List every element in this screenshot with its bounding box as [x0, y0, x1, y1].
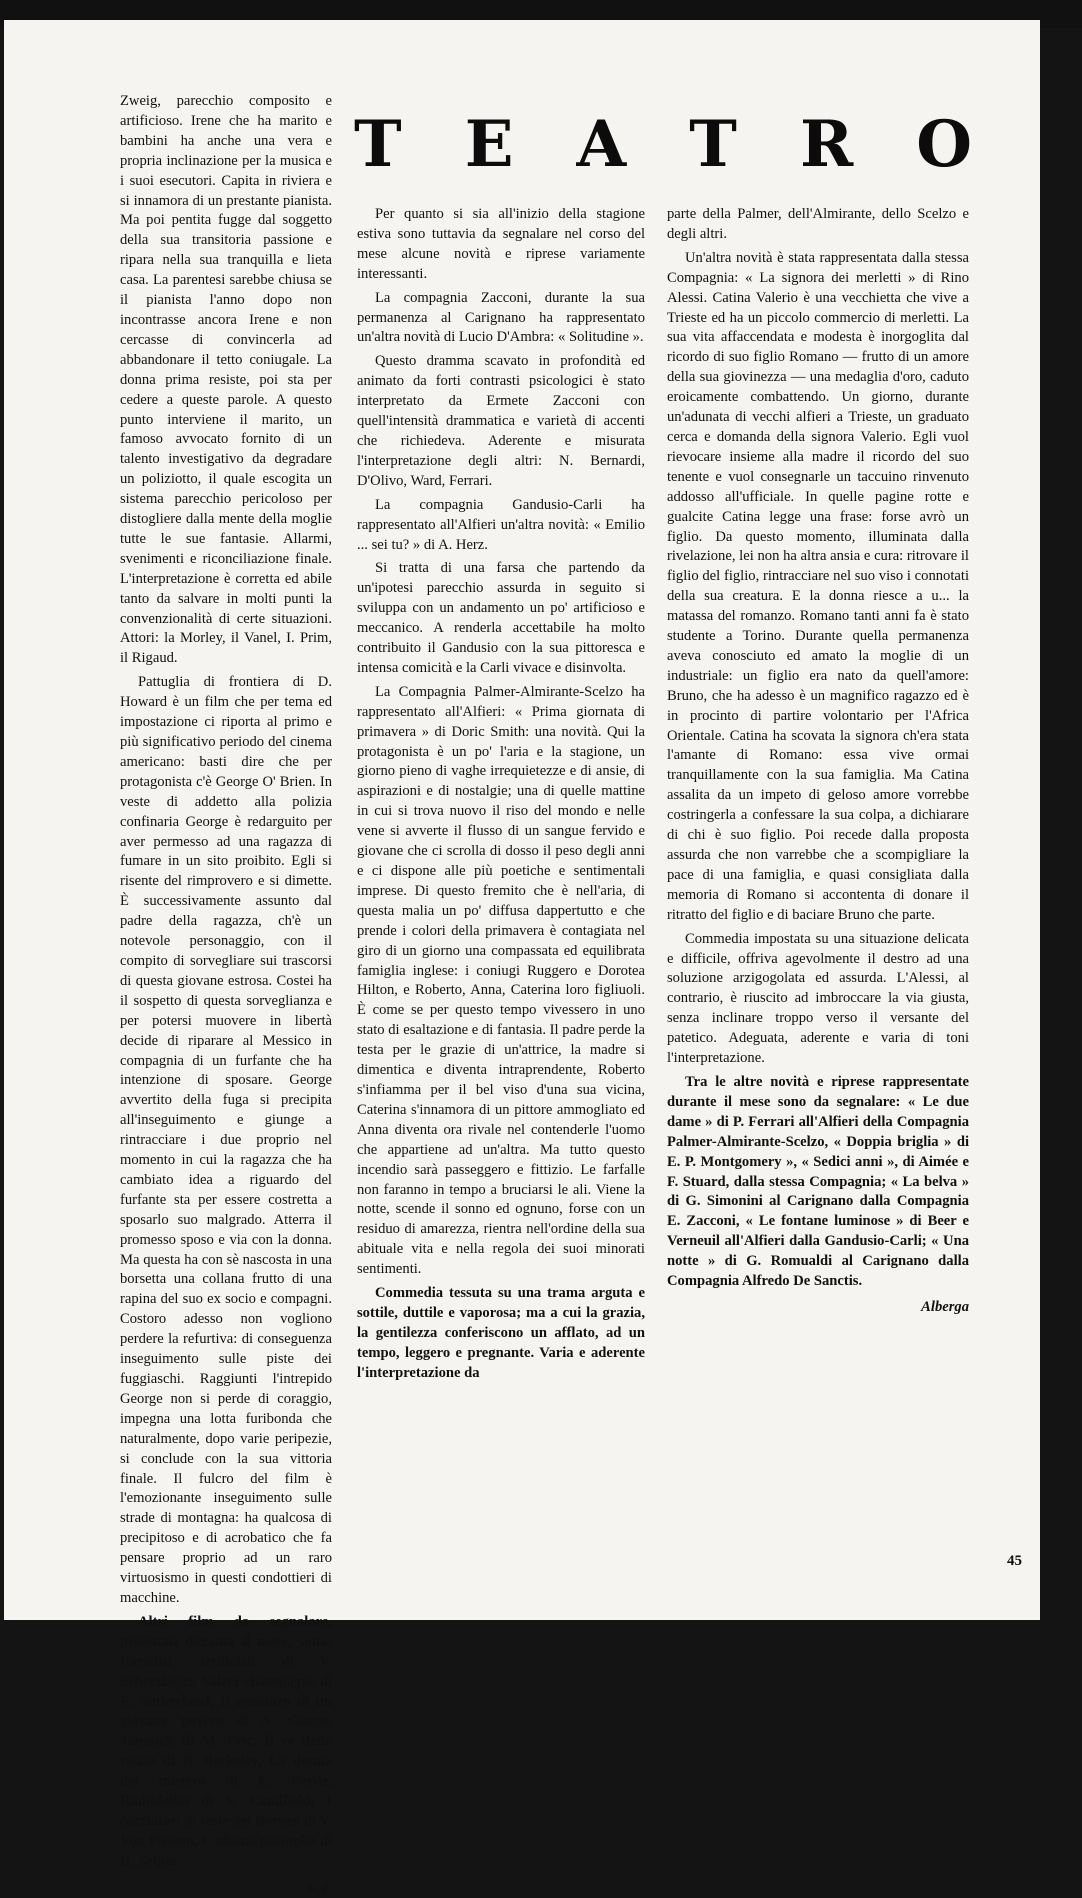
paragraph: Altri film da segnalare, proiettati durante il mese, sono: Paradisi artificiali di V. Scberzinger, Valzer champagne di E. Sutherland, Il romanzo di un giovane povero di A. Gange, Janosick di M. Fric, Il re della risata di B. Berkeley, La donna del mistero di E. Forde, Radiofollia di S. Landfield, I cacciatori di teste del Borneo di V. Von Plessen, L'ultima pattuglia di H. Selpin. — [120, 1613, 332, 1869]
paragraph: parte della Palmer, dell'Almirante, dello Scelzo e degli altri. — [667, 206, 969, 242]
title-letter: T — [354, 107, 402, 182]
magazine-page — [4, 20, 1040, 1895]
page-number: 45 — [1007, 1553, 1022, 1569]
title-letter: A — [576, 107, 627, 182]
paragraph: Commedia tessuta su una trama arguta e sottile, duttile e vaporosa; ma a cui la grazia, la gentilezza conferiscono un afflato, ad un tempo, leggero e pregnante. Varia e aderente l'interpretazione da — [357, 1285, 645, 1381]
paragraph: Zweig, parecchio composito e artificioso. Irene che ha marito e bambini ha anche una vera e propria inclinazione per la musica e i suoi esecutori. Capita in riviera e si innamora di un prestante pianista. Ma poi pentita fugge dal soggetto della sua transitoria passione e ripara nella sua tranquilla e lieta casa. La parentesi sarebbe chiusa se il pianista l'anno dopo non incontrasse ancora Irene e non cercasse di convincerla ad abbandonare il tetto coniugale. La donna prima resiste, poi sta per cedere a queste parole. A questo punto interviene il marito, un famoso avvocato fornito di un talento investigativo da degradare un poliziotto, il quale escogita un sistema parecchio pericoloso per distogliere dalla mente della moglie tutte le sue fantasie. Allarmi, svenimenti e riconciliazione finale. L'interpretazione è corretta ed abile tanto da salvare in molti punti la convenzionalità di certe situazioni. Attori: la Morley, il Vanel, I. Prim, il Rigaud. — [120, 93, 332, 667]
paragraph: Tra le altre novità e riprese rappresentate durante il mese sono da segnalare: « Le due dame » di P. Ferrari all'Alfieri della Compagnia Palmer-Almirante-Scelzo, « Doppia briglia » di E. P. Montgomery », « Sedici anni », di Aimée e F. Stuard, dalla stessa Compagnia; « La belva » di G. Simonini al Carignano dalla Compagnia E. Zacconi, « Le fontane luminose » di Beer e Verneuil all'Alfieri dalla Gandusio-Carli; « Una notte » di G. Romualdi al Carignano dalla Compagnia Alfredo De Sanctis. — [667, 1073, 969, 1290]
paragraph: Per quanto si sia all'inizio della stagione estiva sono tuttavia da segnalare nel corso del mese alcune novità e riprese variamente interessanti. — [357, 206, 645, 282]
paragraph: La Compagnia Palmer-Almirante-Scelzo ha rappresentato all'Alfieri: « Prima giornata di primavera » di Doric Smith: una novità. Qui la protagonista è un po' l'aria e la stagione, un giorno pieno di vaghe irrequietezze e di ansie, di aspirazioni e di nostalgie; una di quelle mattine in cui si trova nuovo il riso del mondo e nelle vene si avverte il flusso di un sangue fervido e giovane che ci scrolla di dosso il peso degli anni e ci dispone alle più poetiche e sentimentali imprese. Di questo fremito che è nell'aria, di questa malia un po' diffusa dappertutto e che prende i colori della primavera è contagiata nel giro di un giorno una compassata ed equilibrata famiglia inglese: i coniugi Ruggero e Dorotea Hilton, e Roberto, Anna, Caterina loro figliuoli. È come se per questo tempo vivessero in uno stato di esaltazione e di fantasia. Il padre perde la testa per le grazie di un'attrice, la madre si dimentica e diventa intraprendente, Roberto s'infiamma per il bel viso d'una sua vicina, Caterina s'innamora di un pittore ammogliato ed Anna diventa ora rivale nel contenderle l'uomo che appartiene ad un'altra. Ma tutto questo incendio sarà passeggero e fittizio. Le farfalle non faranno in tempo a bruciarsi le ali. Viene la notte, scende il sonno ed ognuno, forse con un residuo di amarezza, rientra nell'ordine della sua abituale vita e nella regola dei suoi minorati sentimenti. — [357, 683, 645, 1278]
paragraph: Questo dramma scavato in profondità ed animato da forti contrasti psicologici è stato interpretato da Ermete Zacconi con quell'intensità drammatica e varietà di accenti che richiedeva. Aderente e misurata l'interpretazione degli altri: N. Bernardi, D'Olivo, Ward, Ferrari. — [357, 353, 645, 489]
column-right-teatro — [667, 205, 969, 1318]
paragraph: Commedia impostata su una situazione delicata e difficile, offriva agevolmente il destro ad una soluzione arzigogolata ed assurda. L'Alessi, al contrario, è riuscito ad imbroccare la via giusta, senza inclinare troppo verso il versante del patetico. Adeguata, aderente e varia di toni l'interpretazione. — [667, 930, 969, 1067]
title-letter: R — [799, 107, 854, 182]
paragraph: La compagnia Gandusio-Carli ha rappresentato all'Alfieri un'altra novità: « Emilio ... sei tu? » di A. Herz. — [357, 496, 645, 553]
paragraph: Pattuglia di frontiera di D. Howard è un film che per tema ed impostazione ci riporta al primo e più significativo periodo del cinema americano: basti dire che per protagonista c'è George O' Brien. In veste di addetto alla polizia confinaria George è redarguito per aver permesso ad una ragazza di fumare in un sito proibito. Egli si risente del rimprovero e si dimette. È successivamente assunto dal padre della ragazza, ch'è un notevole personaggio, con il compito di sorvegliare sui trascorsi di questa giovane estrosa. Costei ha il sospetto di questa sorveglianza e per potersi muovere in libertà decide di riparare al Messico in compagnia di un furfante che ha intenzione di sposare. George avvertito della fuga si precipita all'inseguimento e giunge a rintracciare i due proprio nel momento in cui la ragazza che ha cambiato idea a riguardo del furfante sta per essere costretta a sposarlo suo malgrado. Atterra il promesso sposo e via con la donna. Ma questa ha con sè nascosta in una borsetta una collana frutto di una rapina del suo ex socio e compagni. Costoro adesso non vogliono perdere la refurtiva: di conseguenza inseguimento sulle piste dei fuggiaschi. Raggiunti l'intrepido George non si perde di coraggio, impegna una lotta furibonda che naturalmente, dopo varie peripezie, si conclude con la sua vittoria finale. Il fulcro del film è l'emozionante inseguimento sulle strade di montagna: ha qualcosa di precipitoso e di acrobatico che fa pensare proprio ad un raro virtuosismo in questi condottieri di macchine. — [120, 674, 332, 1606]
title-letter: E — [464, 107, 514, 182]
paragraph: Un'altra novità è stata rappresentata dalla stessa Compagnia: « La signora dei merletti » di Rino Alessi. Catina Valerio è una vecchietta che vive a Trieste ed ha un piccolo commercio di merletti. La sua vita affaccendata e modesta è inorgoglita dal ricordo di suo figlio Romano — frutto di un amore della sua giovinezza — una medaglia d'oro, caduto eroicamente combattendo. Un giorno, durante un'adunata di vecchi alfieri a Trieste, un graduato cerca e domanda della signora Valerio. Egli vuol rievocare insieme alla madre il ricordo del suo tenente e vuol consegnarle un taccuino rinvenuto addosso all'ufficiale. In quelle pagine rotte e gualcite Catina legge una frase: forse avrò un figlio. Da questo momento, illuminata dalla rivelazione, lei non ha altra ansia e cura: ritrovare il figlio del figlio, rintracciare nel suo viso i connotati della sua creatura. E la donna riesce a u... la matassa del romanzo. Romano tanti anni fa è stato studente a Torino. Durante quella permanenza aveva conosciuto ed amato la moglie di un industriale: un figlio era nato da quell'amore: Bruno, che ha adesso è un magnifico ragazzo ed è in procinto di partire volontario per l'Africa Orientale. Catina ha scovata la signora ch'era stata l'amante di Romano: essa vive ormai tranquillamente con la sua famiglia. Ma Catina assalita da un impeto di geloso amore vorrebbe costringerla a confessare la sua colpa, a dichiarare di chi è suo figlio. Poi recede dalla proposta assurda che non varrebbe che a scompigliare la pace di una famiglia, e quasi consigliata dalla memoria di Romano si accontenta di donare il ritratto del figlio e di baciare Bruno che parte. — [667, 249, 969, 923]
title-letter: T — [689, 107, 737, 182]
author-signature: s. g. — [308, 1878, 332, 1895]
title-letter: O — [916, 107, 972, 182]
paragraph: La compagnia Zacconi, durante la sua permanenza al Carignano ha rappresentato un'altra novità di Lucio D'Ambra: « Solitudine ». — [357, 289, 645, 346]
paragraph: Si tratta di una farsa che partendo da un'ipotesi parecchio assurda in seguito si sviluppa con un andamento un po' artificioso e meccanico. A renderla accettabile ha molto contribuito il Gandusio con la sua pittoresca e intensa comicità e la Carli vivace e disinvolta. — [357, 560, 645, 676]
author-signature: Alberga — [921, 1298, 969, 1315]
column-left-cinema — [120, 92, 332, 1898]
column-middle-teatro — [357, 205, 645, 1388]
section-title-teatro — [354, 107, 972, 182]
